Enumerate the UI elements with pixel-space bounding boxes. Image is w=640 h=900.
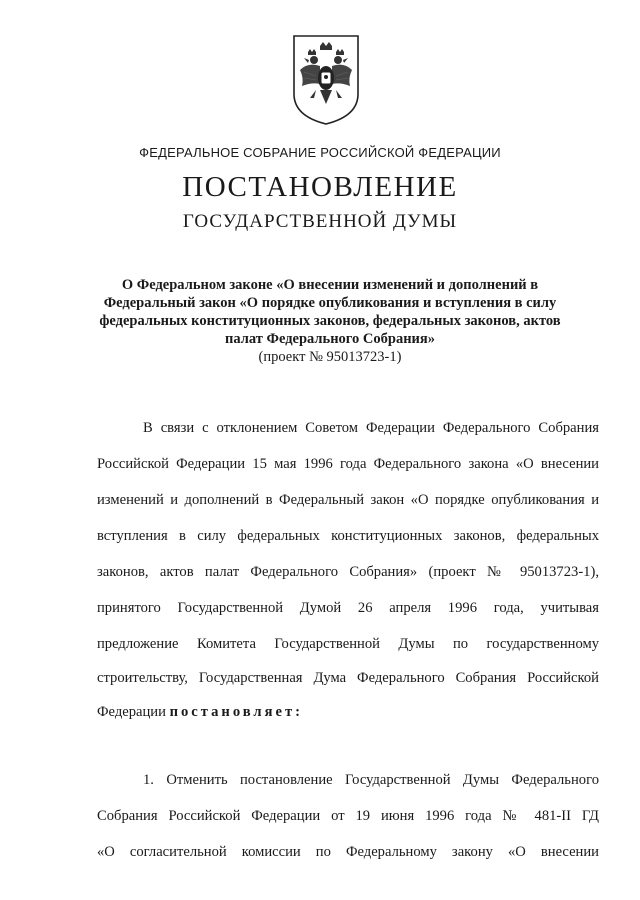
paragraph-line: изменений и дополнений в Федеральный закон «О порядке опубликования и	[97, 492, 599, 508]
paragraph-final-line	[97, 704, 599, 721]
heading-line: федеральных конституционных законов, федеральных законов, актов	[99, 313, 561, 329]
paragraph-line: принятого Государственной Думой 26 апреля 1996 года, учитывая	[97, 600, 599, 616]
paragraph-line: «О согласительной комиссии по Федеральному закону «О внесении	[97, 844, 599, 860]
double-headed-eagle-icon	[290, 32, 362, 128]
paragraph-line: законов, актов палат Федерального Собрания» (проект № 95013723-1),	[97, 564, 599, 580]
organization-name: ФЕДЕРАЛЬНОЕ СОБРАНИЕ РОССИЙСКОЙ ФЕДЕРАЦИИ	[139, 145, 501, 160]
paragraph-line: 1. Отменить постановление Государственной Думы Федерального	[143, 772, 599, 788]
paragraph-line: строительству, Государственная Дума Федерального Собрания Российской	[97, 670, 599, 686]
paragraph-line: В связи с отклонением Советом Федерации Федерального Собрания	[143, 420, 599, 436]
issuing-body-subtitle: ГОСУДАРСТВЕННОЙ ДУМЫ	[182, 211, 458, 232]
paragraph-line: Собрания Российской Федерации от 19 июня 1996 года № 481-II ГД	[97, 808, 599, 824]
document-type-title: ПОСТАНОВЛЕНИЕ	[182, 171, 458, 203]
heading-line: Федеральный закон «О порядке опубликования и вступления в силу	[103, 295, 557, 311]
project-number: (проект № 95013723-1)	[258, 349, 402, 365]
resolution-heading	[80, 276, 580, 366]
decree-keyword: постановляет:	[169, 704, 304, 720]
paragraph-final-prefix: Федерации	[97, 704, 166, 720]
heading-line: О Федеральном законе «О внесении изменений и дополнений в	[121, 277, 539, 293]
heading-line: палат Федерального Собрания»	[225, 331, 435, 347]
paragraph-line: предложение Комитета Государственной Думы по государственному	[97, 636, 599, 652]
paragraph-line: вступления в силу федеральных конституционных законов, федеральных	[97, 528, 599, 544]
state-emblem	[290, 32, 362, 128]
paragraph-line: Российской Федерации 15 мая 1996 года Федерального закона «О внесении	[97, 456, 599, 472]
